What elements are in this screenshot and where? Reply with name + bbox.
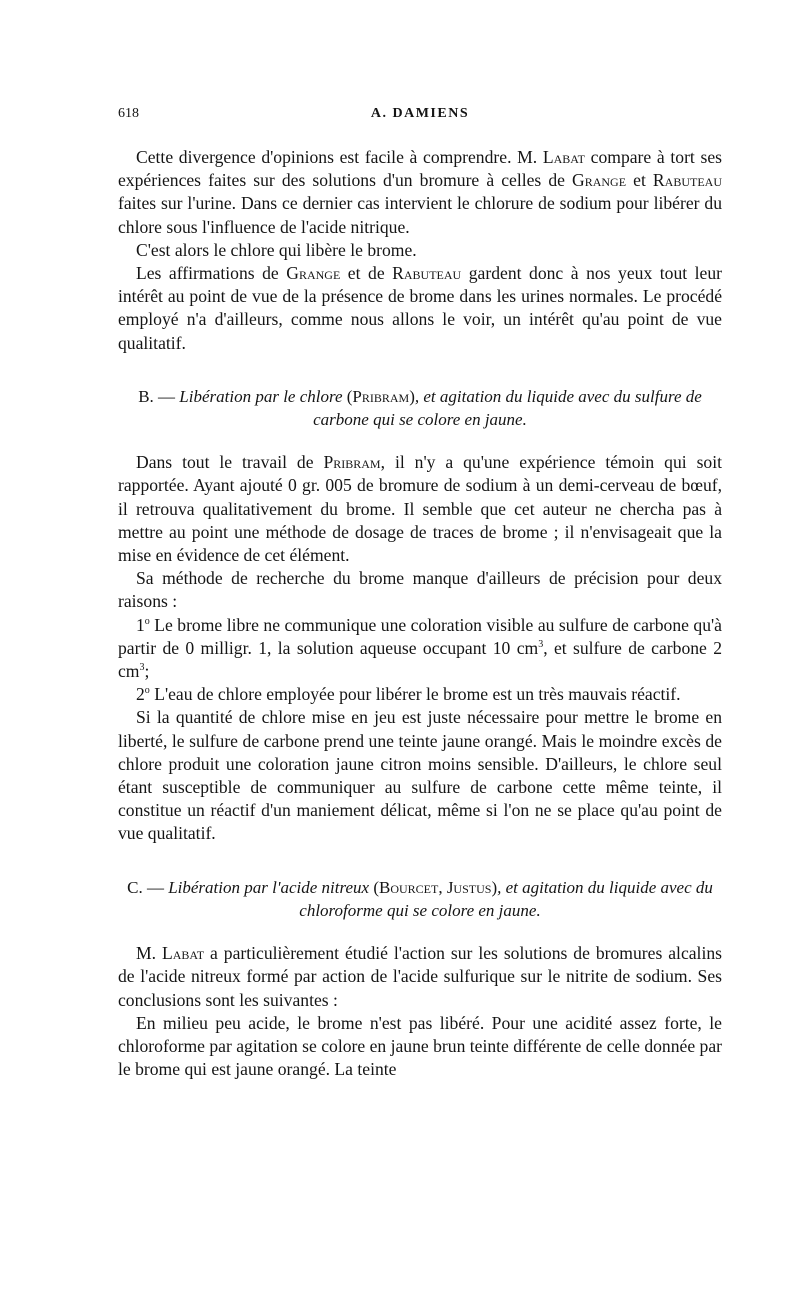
section-letter: C. — (127, 877, 164, 897)
section-title: , et agitation du liquide avec du sulfure de carbone qui se colore en jaune. (313, 386, 702, 430)
text-run: , et sulfure de carbone 2 cm (118, 637, 722, 682)
page-number: 618 (118, 106, 139, 121)
list-number: 2 (136, 684, 145, 705)
text-run: ; (144, 661, 150, 682)
running-head: A. DAMIENS (370, 106, 470, 121)
author-name: Rabuteau (392, 263, 462, 284)
ordinal-mark: o (144, 615, 150, 627)
author-name: (Bourcet, Justus) (373, 877, 498, 897)
body-text (118, 146, 722, 1081)
paragraph (118, 942, 722, 1012)
text-run: et de (340, 263, 393, 284)
unit-exponent: 3 (139, 662, 145, 674)
text-run: et (626, 170, 653, 191)
text-run: faites sur l'urine. Dans ce dernier cas intervient le chlorure de sodium pour libérer du chlore sous l'influence de l'acide nitrique. (118, 193, 722, 237)
section-title: Libération par l'acide nitreux (168, 877, 370, 897)
text-run: Le brome libre ne communique une coloration visible au sulfure de carbone qu'à partir de 0 milligr. 1, la solution aqueuse occupant 10 cm (118, 614, 722, 658)
section-heading-b (118, 385, 722, 431)
author-name: Rabuteau (652, 170, 722, 191)
text-run: gardent donc à nos yeux tout leur intérêt au point de vue de la présence de brome dans les urines normales. Le procédé employé n'a d'ailleurs, comme nous allons le voir, un intérêt qu'au point de vue qualitatif. (118, 263, 723, 353)
text-run: Les affirmations de (136, 263, 287, 284)
unit-exponent: 3 (538, 639, 544, 650)
paragraph (118, 146, 722, 239)
text-run: , il n'y a qu'une expérience témoin qui soit rapportée. Ayant ajouté 0 gr. 005 de bromure de sodium à un demi-cerveau de bœuf, il retrouva qualitativement du brome. Il semble que cet auteur ne chercha pas à mettre au point une méthode de dosage de traces de brome ; il n'envisageait que la mise en évidence de cet élément. (118, 452, 722, 566)
paragraph: Sa méthode de recherche du brome manque d'ailleurs de précision pour deux raisons : (118, 568, 722, 612)
ordinal-mark: o (144, 685, 150, 697)
text-run: L'eau de chlore employée pour libérer le brome est un très mauvais réactif. (149, 684, 681, 705)
text-run: Cette divergence d'opinions est facile à comprendre. M. (136, 147, 543, 167)
paragraph (118, 451, 722, 567)
section-heading-c (118, 876, 722, 922)
text-run: a particulièrement étudié l'action sur les solutions de bromures alcalins de l'acide nitreux formé par action de l'acide sulfurique sur le nitrite de sodium. Ses conclusions sont les suivantes : (118, 943, 722, 1010)
text-run: compare à tort ses expériences faites sur des solutions d'un bromure à celles de (118, 147, 722, 191)
list-number: 1 (136, 614, 145, 635)
paragraph (118, 262, 722, 355)
author-name: Pribram (323, 452, 381, 473)
author-name: Grange (572, 170, 627, 191)
text-run: Dans tout le travail de (136, 452, 324, 473)
author-name: Labat (161, 943, 205, 964)
paragraph: C'est alors le chlore qui libère le brome. (136, 239, 417, 260)
list-item (118, 614, 722, 684)
text-run: M. (136, 943, 162, 964)
paragraph: En milieu peu acide, le brome n'est pas libéré. Pour une acidité assez forte, le chloroforme par agitation se colore en jaune brun teinte différente de celle donnée par le brome qui est jaune orangé. La teinte (118, 1012, 722, 1080)
section-title: , et agitation du liquide avec du chloroforme qui se colore en jaune. (299, 877, 713, 920)
paragraph: Si la quantité de chlore mise en jeu est juste nécessaire pour mettre le brome en liberté, le sulfure de carbone prend une teinte jaune orangé. Mais le moindre excès de chlore produit une coloration jaune citron moins sensible. D'ailleurs, le chlore seul étant susceptible de communiquer au sulfure de carbone cette même teinte, il constitue un réactif d'un maniement délicat, même si l'on ne se place qu'au point de vue qualitatif. (118, 707, 722, 844)
author-name: (Pribram) (346, 386, 415, 406)
list-item (118, 683, 722, 706)
page-header (118, 106, 722, 128)
author-name: Grange (286, 263, 341, 284)
section-letter: B. — (138, 386, 176, 406)
author-name: Labat (542, 147, 585, 167)
section-title: Libération par le chlore (179, 386, 343, 406)
